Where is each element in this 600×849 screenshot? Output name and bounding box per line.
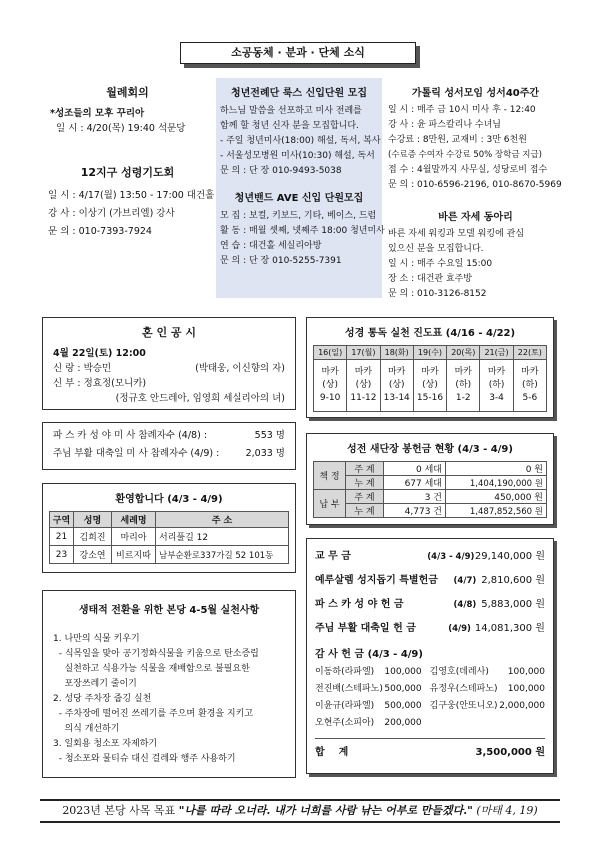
marriage-date: 4월 22일(토) 12:00 — [53, 348, 146, 359]
prayer-line: 강 사 : 이상기 (가브리엘) 강사 — [48, 208, 175, 219]
table-row — [314, 360, 547, 412]
count-cell: 0 세대 — [384, 462, 446, 476]
finance-period: (4/9) — [448, 624, 471, 634]
eco-line: 포장쓰레기 줄이기 — [53, 679, 137, 689]
ave-line: 연 습 : 대건홀 세실리아방 — [220, 241, 322, 251]
amount-cell: 450,000 원 — [446, 490, 547, 504]
total-value: 3,500,000 원 — [475, 747, 545, 758]
bible-line: 일 시 : 매주 금 10시 미사 후 - 12:40 — [388, 105, 536, 115]
book-cell: 마카(상) — [421, 367, 439, 390]
donor-amount: 100,000 — [384, 667, 422, 677]
bible-line: 수강료 : 8만원, 교재비 : 3만 6천원 — [388, 135, 527, 145]
bride-parents: (정규호 안드레아, 임영희 세실리아의 녀) — [115, 393, 285, 404]
reading-title: 성경 통독 실천 진도표 (4/16 - 4/22) — [344, 328, 516, 339]
amount-cell: 1,487,852,560 원 — [446, 504, 547, 518]
ave-line: 활 동 : 매월 셋째, 넷째주 18:00 청년미사 — [220, 226, 385, 236]
ave-title: 청년밴드 AVE 신입 단원모집 — [234, 193, 364, 204]
eco-line: 3. 일회용 청소포 자제하기 — [53, 739, 158, 749]
donor-name: 오현주(소피아) — [315, 718, 375, 728]
group-cell: 책 정 — [314, 462, 346, 490]
footer-banner — [40, 799, 560, 823]
attendance-row — [53, 428, 285, 443]
eco-line: - 청소포와 물티슈 대신 걸레와 행주 사용하기 — [53, 754, 236, 764]
attendance-row — [53, 446, 285, 461]
posture-line: 문 의 : 010-3126-8152 — [388, 289, 487, 299]
donor-name: 유정우(스테파노) — [429, 684, 498, 694]
bible-line: (수료증 수여자 수강료 50% 장학금 지급) — [388, 150, 542, 160]
eco-title: 생태적 전환을 위한 본당 4-5월 실천사항 — [78, 605, 260, 616]
finance-row — [315, 593, 545, 617]
count-cell: 677 세대 — [384, 476, 446, 490]
table-row — [315, 664, 545, 681]
finance-period: (4/8) — [453, 600, 477, 610]
chapter-cell: 15-16 — [416, 393, 444, 403]
book-cell: 마카(하) — [487, 367, 506, 390]
eco-line: 의식 개선하기 — [53, 724, 120, 734]
section-header — [180, 42, 420, 68]
prayer-meeting — [40, 164, 215, 239]
kind-cell: 주 계 — [346, 490, 384, 504]
finance-amount: 2,810,600 원 — [481, 575, 545, 586]
table-row — [50, 546, 289, 564]
welcome-box — [42, 483, 296, 573]
book-cell: 마카(상) — [388, 367, 406, 390]
day-cell: 18(화) — [380, 346, 413, 360]
bible-line: 강 사 : 윤 파스칼리나 수녀님 — [388, 120, 501, 130]
building-table — [313, 461, 547, 518]
welcome-header: 성명 — [74, 512, 112, 528]
day-cell: 19(수) — [413, 346, 446, 360]
groom-parents: (박태웅, 이신향의 자) — [195, 363, 285, 374]
finance-amount: 5,883,000 원 — [481, 599, 545, 610]
prayer-title: 12지구 성령기도회 — [80, 166, 175, 179]
prayer-line: 문 의 : 010-7393-7924 — [48, 226, 152, 237]
count-cell: 3 건 — [384, 490, 446, 504]
bible-line: 접 수 : 4월말까지 사무실, 성당로비 접수 — [388, 165, 548, 175]
finance-row — [315, 545, 545, 569]
chapter-cell: 3-4 — [489, 393, 504, 403]
section-title: 소공동체 · 분과 · 단체 소식 — [180, 42, 416, 64]
chapter-cell: 13-14 — [383, 393, 410, 403]
donor-name — [426, 715, 499, 732]
building-fund-box — [306, 433, 554, 525]
count-cell: 4,773 건 — [384, 504, 446, 518]
donor-amount: 100,000 — [507, 684, 545, 694]
cell: 비르지따 — [112, 546, 156, 564]
cell: 강소연 — [74, 546, 112, 564]
luke-line: 함께 할 청년 신자 분을 모집합니다. — [220, 121, 359, 131]
posture-title: 바른 자세 동아리 — [438, 212, 513, 223]
ave-line: 모 집 : 보컬, 키보드, 기타, 베이스, 드럼 — [220, 211, 377, 221]
finance-amount: 29,140,000 원 — [474, 551, 545, 562]
attendance-value: 2,033 명 — [245, 448, 285, 459]
attendance-label: 파 스 카 성 야 미 사 참례자수 (4/8) : — [53, 430, 208, 441]
footer-ref: (마태 4, 19) — [476, 804, 538, 817]
table-row — [314, 346, 547, 360]
donor-table — [315, 664, 545, 732]
finance-amount: 14,081,300 원 — [474, 623, 545, 634]
eco-line: 실천하고 식용가능 식물을 재배함으로 불필요한 — [53, 664, 250, 674]
luke-line: - 주일 청년미사(18:00) 해설, 독서, 복사 — [220, 136, 381, 146]
donor-amount: 500,000 — [384, 701, 422, 711]
total-label: 합 계 — [315, 747, 349, 758]
chapter-cell: 5-6 — [522, 393, 538, 403]
ave-line: 문 의 : 단 장 010-5255-7391 — [220, 256, 342, 266]
monthly-meeting — [40, 84, 215, 136]
monthly-line: 일 시 : 4/20(목) 19:40 석문당 — [56, 123, 186, 134]
finance-row — [315, 617, 545, 641]
welcome-header: 구역 — [50, 512, 74, 528]
kind-cell: 누 계 — [346, 476, 384, 490]
bible-title: 가톨릭 성서모임 성서40주간 — [411, 88, 540, 99]
table-row — [315, 681, 545, 698]
youth-column — [216, 78, 385, 298]
welcome-header: 세례명 — [112, 512, 156, 528]
cell: 김희진 — [74, 528, 112, 546]
finance-row — [315, 569, 545, 593]
luke-title: 청년전례단 룩스 신입단원 모집 — [230, 88, 368, 99]
chapter-cell: 11-12 — [350, 393, 377, 403]
finance-total — [315, 738, 545, 758]
book-cell: 마카(하) — [454, 367, 472, 390]
donor-name: 이윤규(라파엘) — [315, 701, 375, 711]
table-row — [314, 462, 547, 476]
kind-cell: 주 계 — [346, 462, 384, 476]
day-cell: 20(목) — [447, 346, 480, 360]
attendance-box — [42, 422, 296, 470]
building-title: 성전 새단장 봉헌금 현황 (4/3 - 4/9) — [347, 444, 513, 455]
groom-row — [53, 361, 285, 376]
posture-line: 있으신 분을 모집합니다. — [388, 244, 484, 254]
cell: 남부순환로337가길 52 101동 — [156, 546, 289, 564]
marriage-title: 혼 인 공 시 — [142, 326, 196, 339]
day-cell: 21(금) — [480, 346, 513, 360]
table-row — [314, 476, 547, 490]
donor-amount — [499, 715, 545, 732]
ave-recruit — [216, 179, 385, 269]
finance-label: 예루살렘 성지돕기 특별헌금 — [315, 575, 438, 586]
posture-line: 일 시 : 매주 수요일 15:00 — [388, 259, 493, 269]
thanks-title: 감 사 헌 금 (4/3 - 4/9) — [315, 649, 423, 660]
welcome-table — [49, 511, 289, 564]
luke-recruit — [216, 78, 382, 179]
table-row — [315, 715, 545, 732]
donor-amount: 2,000,000 — [499, 701, 545, 711]
table-row — [314, 504, 547, 518]
donor-name: 이동하(라파엘) — [315, 667, 375, 677]
chapter-cell: 9-10 — [319, 393, 341, 403]
eco-line: - 주차장에 떨어진 쓰레기를 주으며 환경을 지키고 — [53, 709, 254, 719]
table-row — [315, 698, 545, 715]
book-cell: 마카(상) — [354, 367, 373, 390]
donor-amount: 500,000 — [384, 684, 422, 694]
finance-period: (4/7) — [453, 576, 477, 586]
donor-name: 전진배(스테파노) — [315, 684, 383, 694]
table-row — [50, 528, 289, 546]
day-cell: 17(월) — [347, 346, 380, 360]
bible-line: 문 의 : 010-6596-2196, 010-8670-5969 — [388, 180, 562, 190]
posture-line: 장 소 : 대건관 효주방 — [388, 274, 473, 284]
finance-label: 주님 부활 대축일 헌 금 — [315, 623, 416, 634]
day-cell: 16(일) — [314, 346, 347, 360]
luke-line: 하느님 말씀을 선포하고 미사 전례를 — [220, 106, 362, 116]
prayer-line: 일 시 : 4/17(월) 13:50 - 17:00 대건홀 — [48, 190, 215, 201]
footer-prefix: 2023년 본당 사목 목표 — [62, 804, 176, 817]
table-row — [314, 490, 547, 504]
cell: 마리아 — [112, 528, 156, 546]
welcome-title: 환영합니다 (4/3 - 4/9) — [115, 494, 223, 505]
finance-box — [306, 538, 554, 774]
bible-study — [388, 84, 563, 193]
bride-name: 신 부 : 정효정(모니카) — [53, 378, 147, 389]
attendance-label: 주님 부활 대축일 미 사 참례자수 (4/9) : — [53, 448, 220, 459]
kind-cell: 누 계 — [346, 504, 384, 518]
cell: 서리풀길 12 — [156, 528, 289, 546]
finance-period: (4/3 - 4/9) — [427, 552, 475, 562]
marriage-notice — [42, 317, 296, 410]
cell: 21 — [50, 528, 74, 546]
amount-cell: 0 원 — [446, 462, 547, 476]
groom-name: 신 랑 : 박승민 — [53, 363, 112, 374]
eco-line: - 식목일을 맞아 공기정화식물을 키움으로 탄소증립 — [53, 649, 259, 659]
donor-amount: 100,000 — [507, 667, 545, 677]
eco-box — [42, 590, 296, 778]
chapter-cell: 1-2 — [455, 393, 471, 403]
luke-line: - 서울성모병원 미사(10:30) 해설, 독서 — [220, 151, 375, 161]
day-cell: 22(토) — [513, 346, 546, 360]
reading-box — [306, 317, 554, 418]
amount-cell: 1,404,190,000 원 — [446, 476, 547, 490]
cell: 23 — [50, 546, 74, 564]
group-cell: 납 부 — [314, 490, 346, 518]
monthly-title: 월례회의 — [106, 86, 149, 99]
donor-amount: 200,000 — [384, 718, 422, 728]
book-cell: 마카(상) — [321, 367, 339, 390]
posture-line: 바른 자세 워킹과 모델 워킹에 관심 — [388, 229, 525, 239]
donor-name: 김영호(데레사) — [429, 667, 489, 677]
posture-club — [388, 208, 563, 302]
monthly-line: *성조들의 모후 꾸리아 — [50, 108, 145, 119]
eco-line: 1. 나만의 식물 키우기 — [53, 634, 140, 644]
finance-label: 파 스 카 성 야 헌 금 — [315, 599, 404, 610]
finance-label: 교 무 금 — [315, 551, 351, 562]
attendance-value: 553 명 — [254, 430, 285, 441]
luke-line: 문 의 : 단 장 010-9493-5038 — [220, 166, 342, 176]
welcome-header: 주 소 — [156, 512, 289, 528]
book-cell: 마카(하) — [521, 367, 539, 390]
reading-table — [313, 345, 547, 412]
eco-line: 2. 성당 주차장 줍깅 실천 — [53, 694, 152, 704]
donor-name: 김구웅(안또니오) — [429, 701, 498, 711]
footer-quote: "나를 따라 오너라. 내가 너희를 사람 낚는 어부로 만들겠다." — [178, 804, 473, 817]
